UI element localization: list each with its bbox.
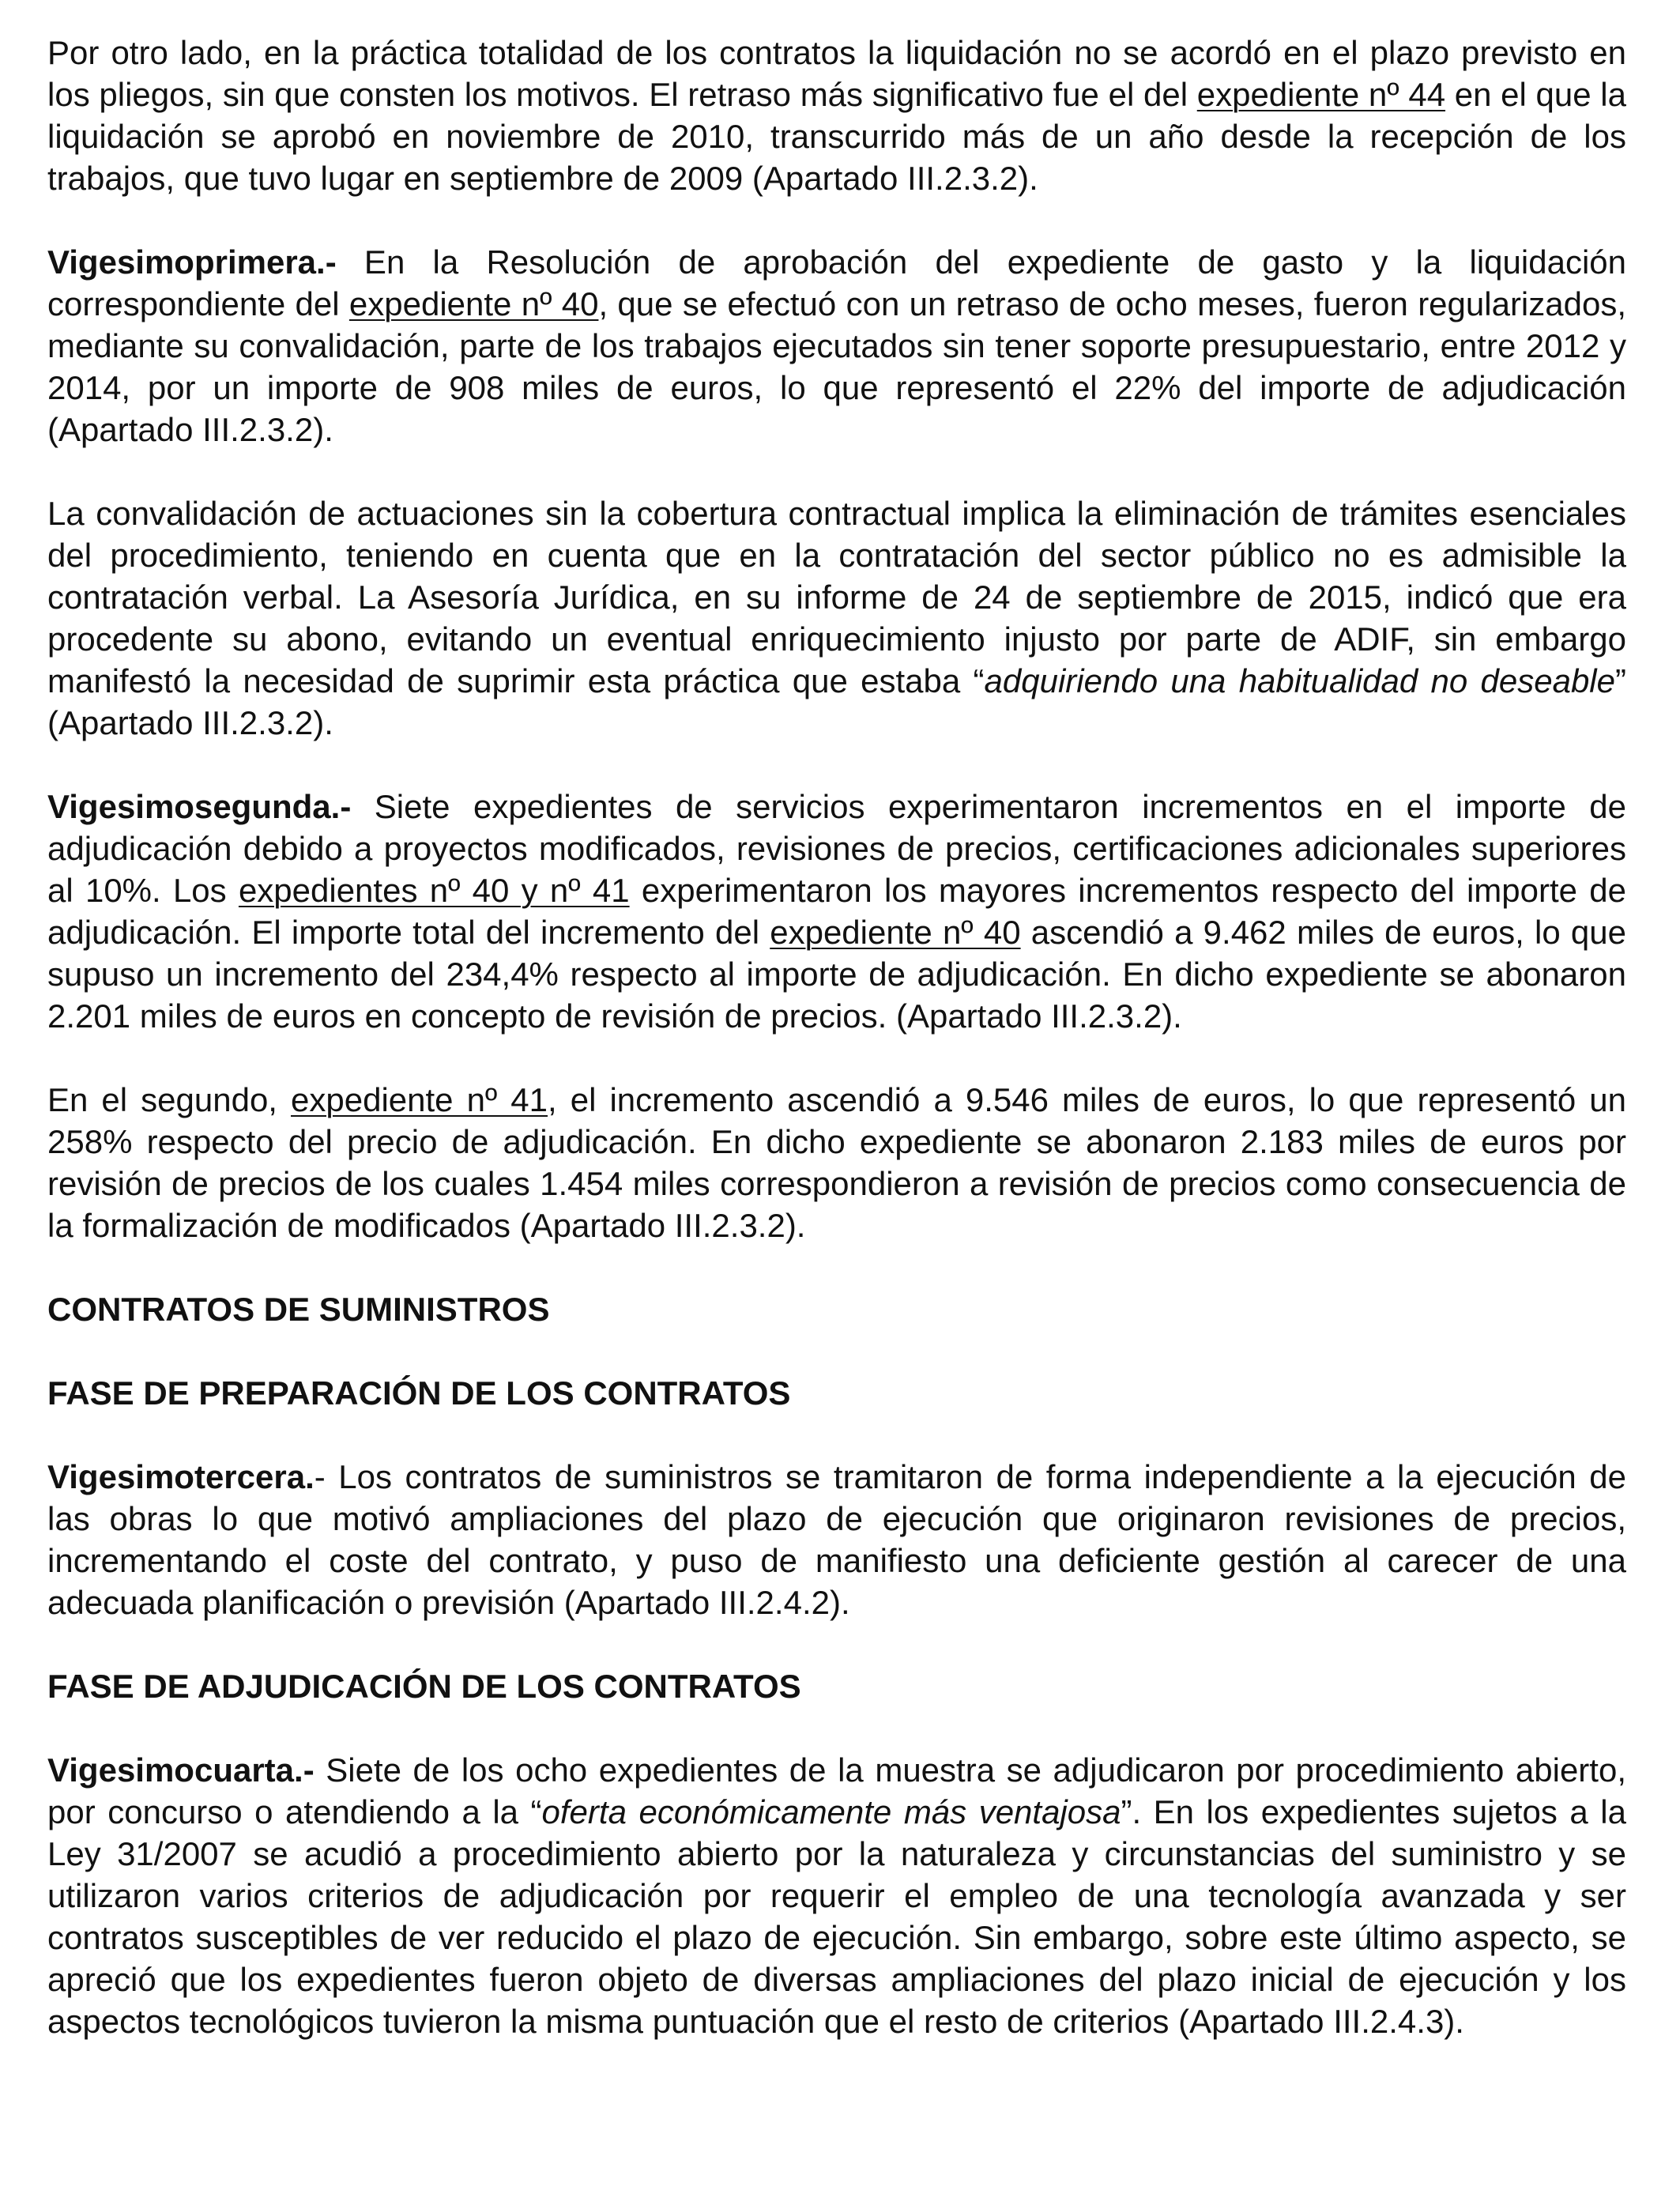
- paragraph-text: en el que la liquidación se aprobó en noviembre de 2010, transcurrido más de un año desde la recepción de los trabajos, que tuvo lugar en septiembre de 2009 (Apartado III.2.3.2).: [47, 76, 1626, 197]
- expedientes-40-41-reference: expedientes nº 40 y nº 41: [238, 872, 630, 909]
- section-heading-preparacion: FASE DE PREPARACIÓN DE LOS CONTRATOS: [47, 1374, 791, 1412]
- paragraph-text: Siete de los ocho expedientes de la muestra se adjudicaron por procedimiento abierto, por concurso o atendiendo a la “: [47, 1751, 1626, 1830]
- expediente-44-reference: expediente nº 44: [1196, 76, 1446, 113]
- paragraph-convalidacion: [47, 492, 1626, 744]
- paragraph-text: En la Resolución de aprobación del expediente de gasto y la liquidación correspondiente del: [47, 243, 1626, 322]
- paragraph-vigesimoprimera: [47, 241, 1626, 450]
- expediente-40-reference: expediente nº 40: [348, 285, 599, 322]
- paragraph-text: experimentaron los mayores incrementos respecto del importe de adjudicación. El importe total del incremento del: [47, 872, 1626, 951]
- paragraph-segundo-expediente: [47, 1079, 1626, 1246]
- expediente-41-reference: expediente nº 41: [291, 1081, 548, 1118]
- conclusion-lead: Vigesimosegunda.-: [47, 788, 352, 825]
- paragraph-text: , que se efectuó con un retraso de ocho meses, fueron regularizados, mediante su convalidación, parte de los trabajos ejecutados sin tener soporte presupuestario, entre 2012 y 2014, por un importe de 908 miles de euros, lo que representó el 22% del importe de adjudicación (Apartado III.2.3.2).: [47, 285, 1627, 448]
- conclusion-lead: Vigesimotercera.: [47, 1458, 315, 1495]
- section-heading-suministros: CONTRATOS DE SUMINISTROS: [47, 1291, 550, 1328]
- paragraph-text: ” (Apartado III.2.3.2).: [47, 662, 1627, 741]
- paragraph-text: Por otro lado, en la práctica totalidad de los contratos la liquidación no se acordó en el plazo previsto en los pliegos, sin que consten los motivos. El retraso más significativo fue el del: [47, 34, 1626, 113]
- paragraph-text: , el incremento ascendió a 9.546 miles de euros, lo que representó un 258% respecto del precio de adjudicación. En dicho expediente se abonaron 2.183 miles de euros por revisión de precios de los cuales 1.454 miles correspondieron a revisión de precios como consecuencia de la formalización de modificados (Apartado III.2.3.2).: [47, 1081, 1626, 1244]
- section-heading-adjudicacion: FASE DE ADJUDICACIÓN DE LOS CONTRATOS: [47, 1668, 801, 1705]
- paragraph-text: ascendió a 9.462 miles de euros, lo que supuso un incremento del 234,4% respecto al importe de adjudicación. En dicho expediente se abonaron 2.201 miles de euros en concepto de revisión de precios. (Apartado III.2.3.2).: [47, 914, 1627, 1035]
- paragraph-text: La convalidación de actuaciones sin la cobertura contractual implica la eliminación de trámites esenciales del procedimiento, teniendo en cuenta que en la contratación del sector público no es admisible la contratación verbal. La Asesoría Jurídica, en su informe de 24 de septiembre de 2015, indicó que era procedente su abono, evitando un eventual enriquecimiento injusto por parte de ADIF, sin embargo manifestó la necesidad de suprimir esta práctica que estaba “: [47, 495, 1626, 699]
- expediente-40-reference: expediente nº 40: [770, 914, 1021, 951]
- conclusion-lead: Vigesimocuarta.-: [47, 1751, 315, 1789]
- conclusion-lead: Vigesimoprimera.-: [47, 243, 337, 281]
- quoted-text: adquiriendo una habitualidad no deseable: [984, 662, 1616, 699]
- paragraph-text: En el segundo,: [47, 1081, 292, 1118]
- paragraph-text: Siete expedientes de servicios experimentaron incrementos en el importe de adjudicación debido a proyectos modificados, revisiones de precios, certificaciones adicionales superiores al 10%. Los: [47, 788, 1626, 909]
- paragraph-vigesimosegunda: [47, 786, 1626, 1037]
- paragraph-vigesimocuarta: [47, 1749, 1626, 2042]
- paragraph-text: ”. En los expedientes sujetos a la Ley 31/2007 se acudió a procedimiento abierto por la naturaleza y circunstancias del suministro y se utilizaron varios criterios de adjudicación por requerir el empleo de una tecnología avanzada y ser contratos susceptibles de ver reducido el plazo de ejecución. Sin embargo, sobre este último aspecto, se apreció que los expedientes fueron objeto de diversas ampliaciones del plazo inicial de ejecución y los aspectos tecnológicos tuvieron la misma puntuación que el resto de criterios (Apartado III.2.4.3).: [47, 1793, 1626, 2040]
- paragraph-text: - Los contratos de suministros se tramitaron de forma independiente a la ejecución de las obras lo que motivó ampliaciones del plazo de ejecución que originaron revisiones de precios, incrementando el coste del contrato, y puso de manifiesto una deficiente gestión al carecer de una adecuada planificación o previsión (Apartado III.2.4.2).: [47, 1458, 1626, 1621]
- document-page: [47, 32, 1626, 2084]
- paragraph-liquidacion: [47, 32, 1626, 199]
- paragraph-vigesimotercera: [47, 1456, 1626, 1623]
- quoted-text: oferta económicamente más ventajosa: [541, 1793, 1121, 1830]
